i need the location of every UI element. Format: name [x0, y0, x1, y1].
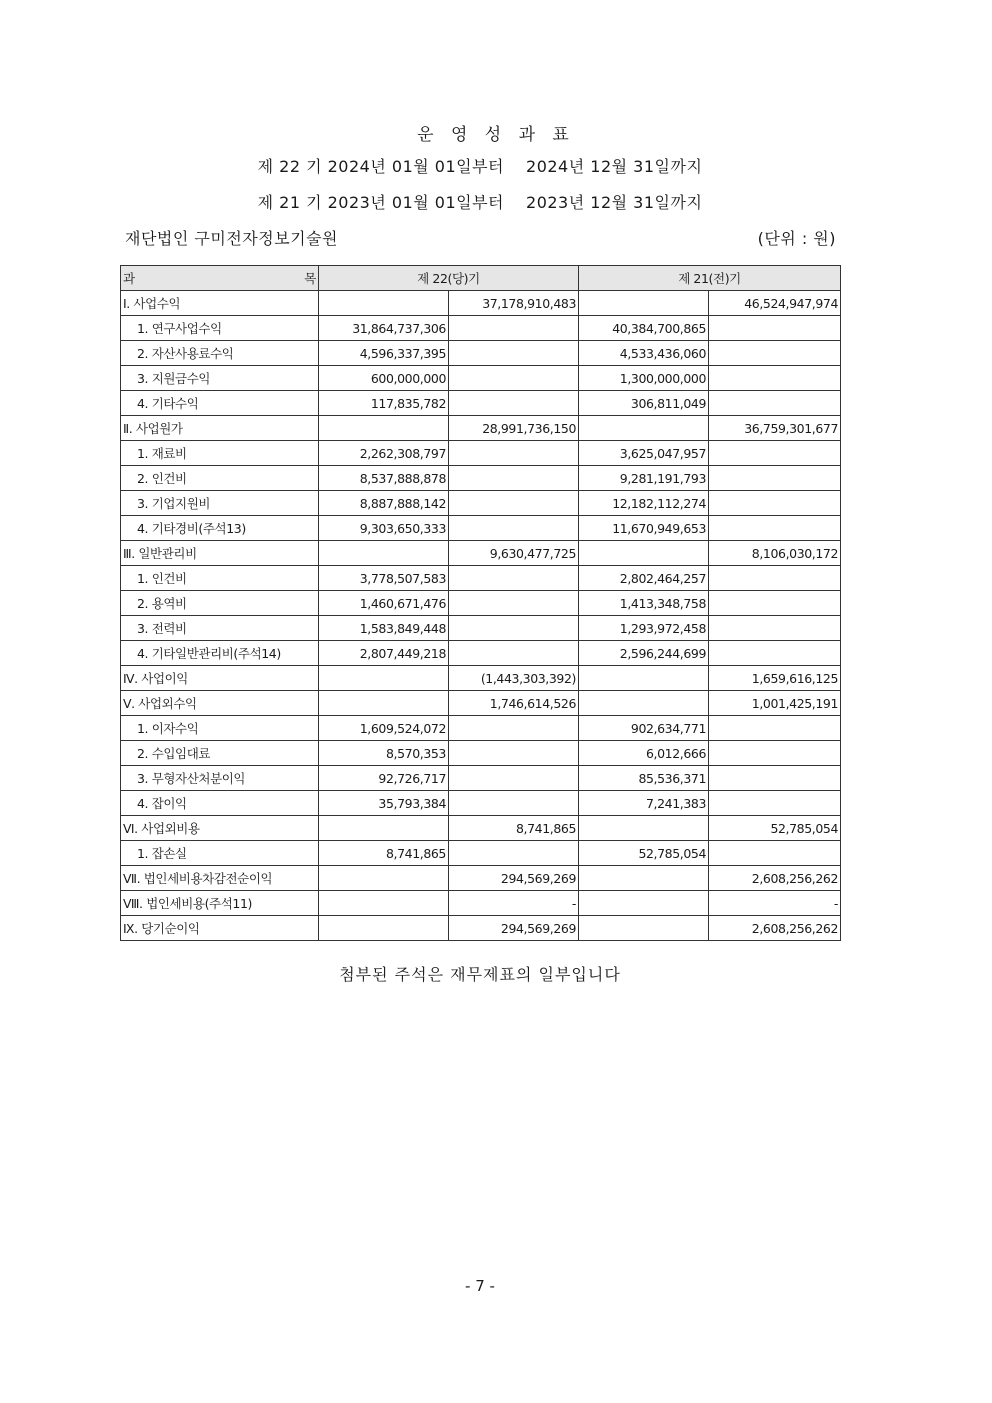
row-label: 1. 인건비 [121, 566, 319, 591]
previous-total-amount: 2,608,256,262 [709, 916, 841, 941]
row-label: Ⅷ. 법인세비용(주석11) [121, 891, 319, 916]
current-detail-amount [319, 891, 449, 916]
row-label: Ⅲ. 일반관리비 [121, 541, 319, 566]
row-label: 2. 자산사용료수익 [121, 341, 319, 366]
current-detail-amount [319, 691, 449, 716]
current-detail-amount: 8,570,353 [319, 741, 449, 766]
table-row [121, 766, 841, 791]
previous-detail-amount: 1,293,972,458 [579, 616, 709, 641]
previous-total-amount: 1,659,616,125 [709, 666, 841, 691]
current-total-amount: 9,630,477,725 [449, 541, 579, 566]
table-row [121, 691, 841, 716]
previous-total-amount: 8,106,030,172 [709, 541, 841, 566]
table-row [121, 741, 841, 766]
current-detail-amount: 2,262,308,797 [319, 441, 449, 466]
previous-detail-amount: 902,634,771 [579, 716, 709, 741]
row-label: Ⅱ. 사업원가 [121, 416, 319, 441]
current-detail-amount: 3,778,507,583 [319, 566, 449, 591]
period-current [0, 154, 960, 177]
previous-detail-amount: 7,241,383 [579, 791, 709, 816]
previous-detail-amount [579, 291, 709, 316]
current-total-amount [449, 516, 579, 541]
page-number: - 7 - [465, 1277, 495, 1295]
previous-detail-amount: 40,384,700,865 [579, 316, 709, 341]
current-detail-amount: 92,726,717 [319, 766, 449, 791]
previous-total-amount [709, 591, 841, 616]
current-detail-amount: 117,835,782 [319, 391, 449, 416]
table-row [121, 391, 841, 416]
current-detail-amount: 31,864,737,306 [319, 316, 449, 341]
previous-total-amount [709, 766, 841, 791]
table-row [121, 516, 841, 541]
current-total-amount [449, 716, 579, 741]
previous-detail-amount: 306,811,049 [579, 391, 709, 416]
current-total-amount: - [449, 891, 579, 916]
current-detail-amount: 2,807,449,218 [319, 641, 449, 666]
current-detail-amount: 35,793,384 [319, 791, 449, 816]
row-label: 3. 무형자산처분이익 [121, 766, 319, 791]
previous-total-amount [709, 316, 841, 341]
table-row [121, 616, 841, 641]
current-detail-amount: 1,583,849,448 [319, 616, 449, 641]
row-label: 4. 기타수익 [121, 391, 319, 416]
table-row [121, 316, 841, 341]
table-row [121, 416, 841, 441]
current-detail-amount [319, 291, 449, 316]
previous-detail-amount: 2,596,244,699 [579, 641, 709, 666]
previous-total-amount [709, 841, 841, 866]
header-current-period: 제 22(당)기 [319, 266, 579, 291]
previous-total-amount [709, 491, 841, 516]
table-row [121, 491, 841, 516]
current-total-amount [449, 616, 579, 641]
table-row [121, 866, 841, 891]
row-label: 3. 기업지원비 [121, 491, 319, 516]
previous-detail-amount: 52,785,054 [579, 841, 709, 866]
previous-detail-amount: 2,802,464,257 [579, 566, 709, 591]
current-detail-amount [319, 866, 449, 891]
current-detail-amount [319, 666, 449, 691]
current-total-amount [449, 466, 579, 491]
table-row [121, 916, 841, 941]
previous-detail-amount [579, 541, 709, 566]
header-previous-period: 제 21(전)기 [579, 266, 841, 291]
current-detail-amount: 1,609,524,072 [319, 716, 449, 741]
header-subject: 과 목 [121, 266, 319, 291]
previous-total-amount [709, 391, 841, 416]
previous-total-amount [709, 791, 841, 816]
current-detail-amount [319, 416, 449, 441]
row-label: 1. 이자수익 [121, 716, 319, 741]
row-label: 2. 인건비 [121, 466, 319, 491]
previous-total-amount [709, 341, 841, 366]
row-label: 1. 잡손실 [121, 841, 319, 866]
current-total-amount [449, 841, 579, 866]
current-total-amount: 37,178,910,483 [449, 291, 579, 316]
previous-total-amount [709, 716, 841, 741]
current-total-amount [449, 641, 579, 666]
previous-total-amount: 52,785,054 [709, 816, 841, 841]
table-row [121, 841, 841, 866]
current-total-amount [449, 791, 579, 816]
previous-detail-amount [579, 666, 709, 691]
previous-total-amount: 46,524,947,974 [709, 291, 841, 316]
current-total-amount [449, 341, 579, 366]
row-label: 2. 용역비 [121, 591, 319, 616]
current-total-amount [449, 441, 579, 466]
previous-detail-amount [579, 916, 709, 941]
currency-unit: (단위 : 원) [757, 229, 836, 248]
operating-results-table [120, 265, 841, 941]
current-detail-amount: 4,596,337,395 [319, 341, 449, 366]
previous-detail-amount: 11,670,949,653 [579, 516, 709, 541]
row-label: 2. 수입임대료 [121, 741, 319, 766]
previous-total-amount [709, 516, 841, 541]
row-label: Ⅵ. 사업외비용 [121, 816, 319, 841]
row-label: 4. 잡이익 [121, 791, 319, 816]
table-row [121, 291, 841, 316]
current-detail-amount: 8,887,888,142 [319, 491, 449, 516]
row-label: Ⅸ. 당기순이익 [121, 916, 319, 941]
current-total-amount [449, 316, 579, 341]
current-total-amount [449, 491, 579, 516]
previous-detail-amount [579, 691, 709, 716]
row-label: Ⅶ. 법인세비용차감전순이익 [121, 866, 319, 891]
table-body [121, 291, 841, 941]
row-label: 3. 전력비 [121, 616, 319, 641]
previous-detail-amount: 1,300,000,000 [579, 366, 709, 391]
previous-detail-amount: 12,182,112,274 [579, 491, 709, 516]
table-row [121, 441, 841, 466]
row-label: 1. 연구사업수익 [121, 316, 319, 341]
previous-detail-amount [579, 891, 709, 916]
current-total-amount [449, 766, 579, 791]
previous-detail-amount: 3,625,047,957 [579, 441, 709, 466]
table-row [121, 791, 841, 816]
current-total-amount: 1,746,614,526 [449, 691, 579, 716]
current-total-amount: (1,443,303,392) [449, 666, 579, 691]
table-row [121, 891, 841, 916]
previous-detail-amount [579, 416, 709, 441]
table-row [121, 591, 841, 616]
current-total-amount [449, 591, 579, 616]
row-label: 4. 기타일반관리비(주석14) [121, 641, 319, 666]
table-row [121, 716, 841, 741]
previous-total-amount [709, 441, 841, 466]
previous-total-amount: 1,001,425,191 [709, 691, 841, 716]
current-detail-amount: 600,000,000 [319, 366, 449, 391]
period-previous-end: 2023년 12월 31일까지 [526, 193, 703, 212]
current-detail-amount [319, 916, 449, 941]
organization-name: 재단법인 구미전자정보기술원 [125, 229, 339, 248]
table-row [121, 566, 841, 591]
previous-total-amount: 36,759,301,677 [709, 416, 841, 441]
current-detail-amount: 8,741,865 [319, 841, 449, 866]
row-label: 4. 기타경비(주석13) [121, 516, 319, 541]
table-row [121, 466, 841, 491]
row-label: Ⅰ. 사업수익 [121, 291, 319, 316]
document-title: 운 영 성 과 표 [417, 125, 575, 145]
current-total-amount: 8,741,865 [449, 816, 579, 841]
current-detail-amount [319, 816, 449, 841]
table-row [121, 666, 841, 691]
previous-detail-amount: 85,536,371 [579, 766, 709, 791]
table-row [121, 541, 841, 566]
current-total-amount: 294,569,269 [449, 916, 579, 941]
current-total-amount [449, 566, 579, 591]
current-total-amount: 294,569,269 [449, 866, 579, 891]
period-current-end: 2024년 12월 31일까지 [526, 157, 703, 176]
current-total-amount [449, 391, 579, 416]
row-label: Ⅴ. 사업외수익 [121, 691, 319, 716]
table-row [121, 641, 841, 666]
row-label: Ⅳ. 사업이익 [121, 666, 319, 691]
previous-detail-amount [579, 866, 709, 891]
current-detail-amount: 8,537,888,878 [319, 466, 449, 491]
previous-total-amount [709, 641, 841, 666]
previous-total-amount: - [709, 891, 841, 916]
previous-total-amount: 2,608,256,262 [709, 866, 841, 891]
table-row [121, 341, 841, 366]
previous-detail-amount: 9,281,191,793 [579, 466, 709, 491]
current-total-amount [449, 366, 579, 391]
footer-note: 첨부된 주석은 재무제표의 일부입니다 [339, 965, 621, 984]
table-row [121, 366, 841, 391]
current-total-amount [449, 741, 579, 766]
previous-total-amount [709, 566, 841, 591]
previous-detail-amount: 6,012,666 [579, 741, 709, 766]
previous-total-amount [709, 466, 841, 491]
period-previous [0, 190, 960, 213]
current-detail-amount [319, 541, 449, 566]
current-detail-amount: 9,303,650,333 [319, 516, 449, 541]
previous-detail-amount: 1,413,348,758 [579, 591, 709, 616]
row-label: 3. 지원금수익 [121, 366, 319, 391]
previous-detail-amount: 4,533,436,060 [579, 341, 709, 366]
table-header-row [121, 266, 841, 291]
row-label: 1. 재료비 [121, 441, 319, 466]
period-current-term: 제 22 기 2024년 01월 01일부터 [257, 157, 505, 176]
current-total-amount: 28,991,736,150 [449, 416, 579, 441]
previous-total-amount [709, 616, 841, 641]
current-detail-amount: 1,460,671,476 [319, 591, 449, 616]
period-previous-term: 제 21 기 2023년 01월 01일부터 [257, 193, 505, 212]
previous-detail-amount [579, 816, 709, 841]
table-row [121, 816, 841, 841]
previous-total-amount [709, 366, 841, 391]
previous-total-amount [709, 741, 841, 766]
